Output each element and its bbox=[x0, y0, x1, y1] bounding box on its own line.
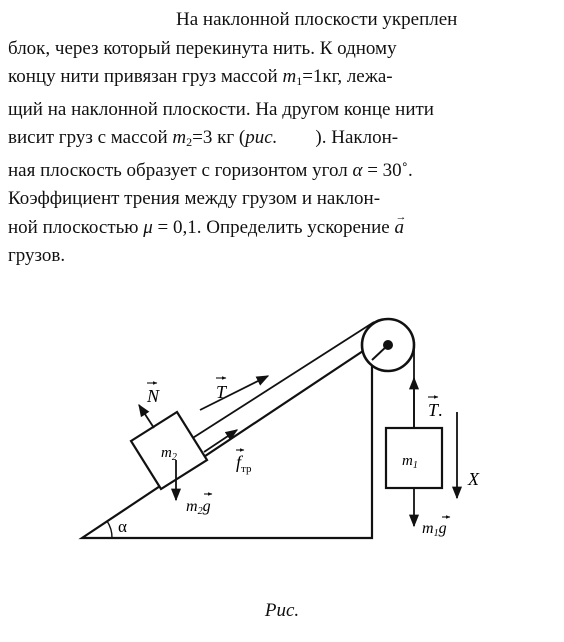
tension-arrow-incline bbox=[200, 376, 268, 410]
label-m2-letter: m bbox=[161, 445, 172, 461]
mass-m2-symbol: m bbox=[172, 127, 187, 148]
label-m1g-g: g bbox=[438, 520, 447, 537]
figure-reference: рис. bbox=[245, 127, 278, 148]
mass-m2-subscript: 2 bbox=[186, 135, 193, 149]
problem-line-5 bbox=[8, 124, 552, 157]
figure-caption: Рис. bbox=[264, 600, 300, 621]
label-N: N bbox=[147, 386, 160, 406]
problem-line-6-text-b: = 30˚. bbox=[362, 159, 413, 181]
label-ftr-subscript: тр bbox=[241, 463, 252, 475]
label-m2g-g: g bbox=[202, 498, 211, 515]
label-m2g-subscript: 2 bbox=[197, 506, 203, 517]
label-m2g-m: m bbox=[186, 498, 198, 515]
problem-line-5-text-a: висит груз с массой bbox=[8, 127, 173, 148]
label-T-right-letter: T bbox=[428, 400, 439, 420]
problem-line-6 bbox=[8, 157, 552, 186]
angle-alpha-symbol: α bbox=[352, 159, 363, 181]
label-X: X bbox=[468, 469, 479, 489]
mass-m1-subscript: 1 bbox=[296, 74, 303, 88]
label-ftr bbox=[236, 452, 252, 475]
problem-line-7: Коэффициент трения между грузом и наклон- bbox=[8, 188, 381, 209]
label-ftr-letter: f bbox=[236, 452, 242, 472]
label-T-top: T bbox=[216, 382, 227, 402]
problem-line-3 bbox=[8, 63, 552, 96]
problem-line-9: грузов. bbox=[8, 245, 66, 266]
label-m2g bbox=[186, 498, 211, 517]
label-m1-letter: m bbox=[402, 453, 413, 469]
problem-line-8-text-a: ной плоскостью bbox=[8, 216, 144, 238]
problem-line-3-text-a: концу нити привязан груз массой bbox=[8, 66, 283, 87]
problem-line-4: щий на наклонной плоскости. На другом конце нити bbox=[8, 98, 434, 120]
label-m1g-m: m bbox=[422, 520, 434, 537]
normal-force-arrow bbox=[139, 405, 154, 428]
acceleration-vector-symbol: → a bbox=[394, 214, 404, 243]
label-m1g bbox=[422, 520, 447, 539]
problem-text bbox=[8, 6, 552, 271]
inclined-plane bbox=[82, 345, 372, 538]
mass-m1-symbol: m bbox=[282, 66, 297, 87]
label-alpha: α bbox=[118, 517, 127, 536]
label-T-right-dot: . bbox=[438, 400, 443, 420]
problem-line-6-text-a: ная плоскость образует с горизонтом угол bbox=[8, 159, 353, 181]
physics-figure bbox=[0, 292, 564, 592]
friction-mu-symbol: μ bbox=[143, 216, 153, 238]
block-m1 bbox=[386, 428, 442, 488]
problem-line-5-text-c: ). Наклон- bbox=[277, 127, 399, 148]
problem-line-5-text-b: =3 кг ( bbox=[192, 127, 246, 148]
problem-line-2: блок, через который перекинута нить. К одному bbox=[8, 37, 397, 59]
label-m1-subscript: 1 bbox=[412, 460, 418, 471]
label-T-right bbox=[428, 400, 443, 420]
label-m2-subscript: 2 bbox=[171, 452, 177, 463]
angle-arc bbox=[107, 521, 112, 538]
friction-arrow bbox=[204, 430, 237, 452]
problem-line-8-text-b: = 0,1. Определить ускорение bbox=[152, 216, 395, 238]
label-m1g-subscript: 1 bbox=[433, 528, 439, 539]
problem-line-1: На наклонной плоскости укреплен bbox=[176, 9, 458, 30]
problem-line-8 bbox=[8, 214, 552, 243]
problem-line-3-text-b: =1кг, лежа- bbox=[302, 66, 393, 87]
